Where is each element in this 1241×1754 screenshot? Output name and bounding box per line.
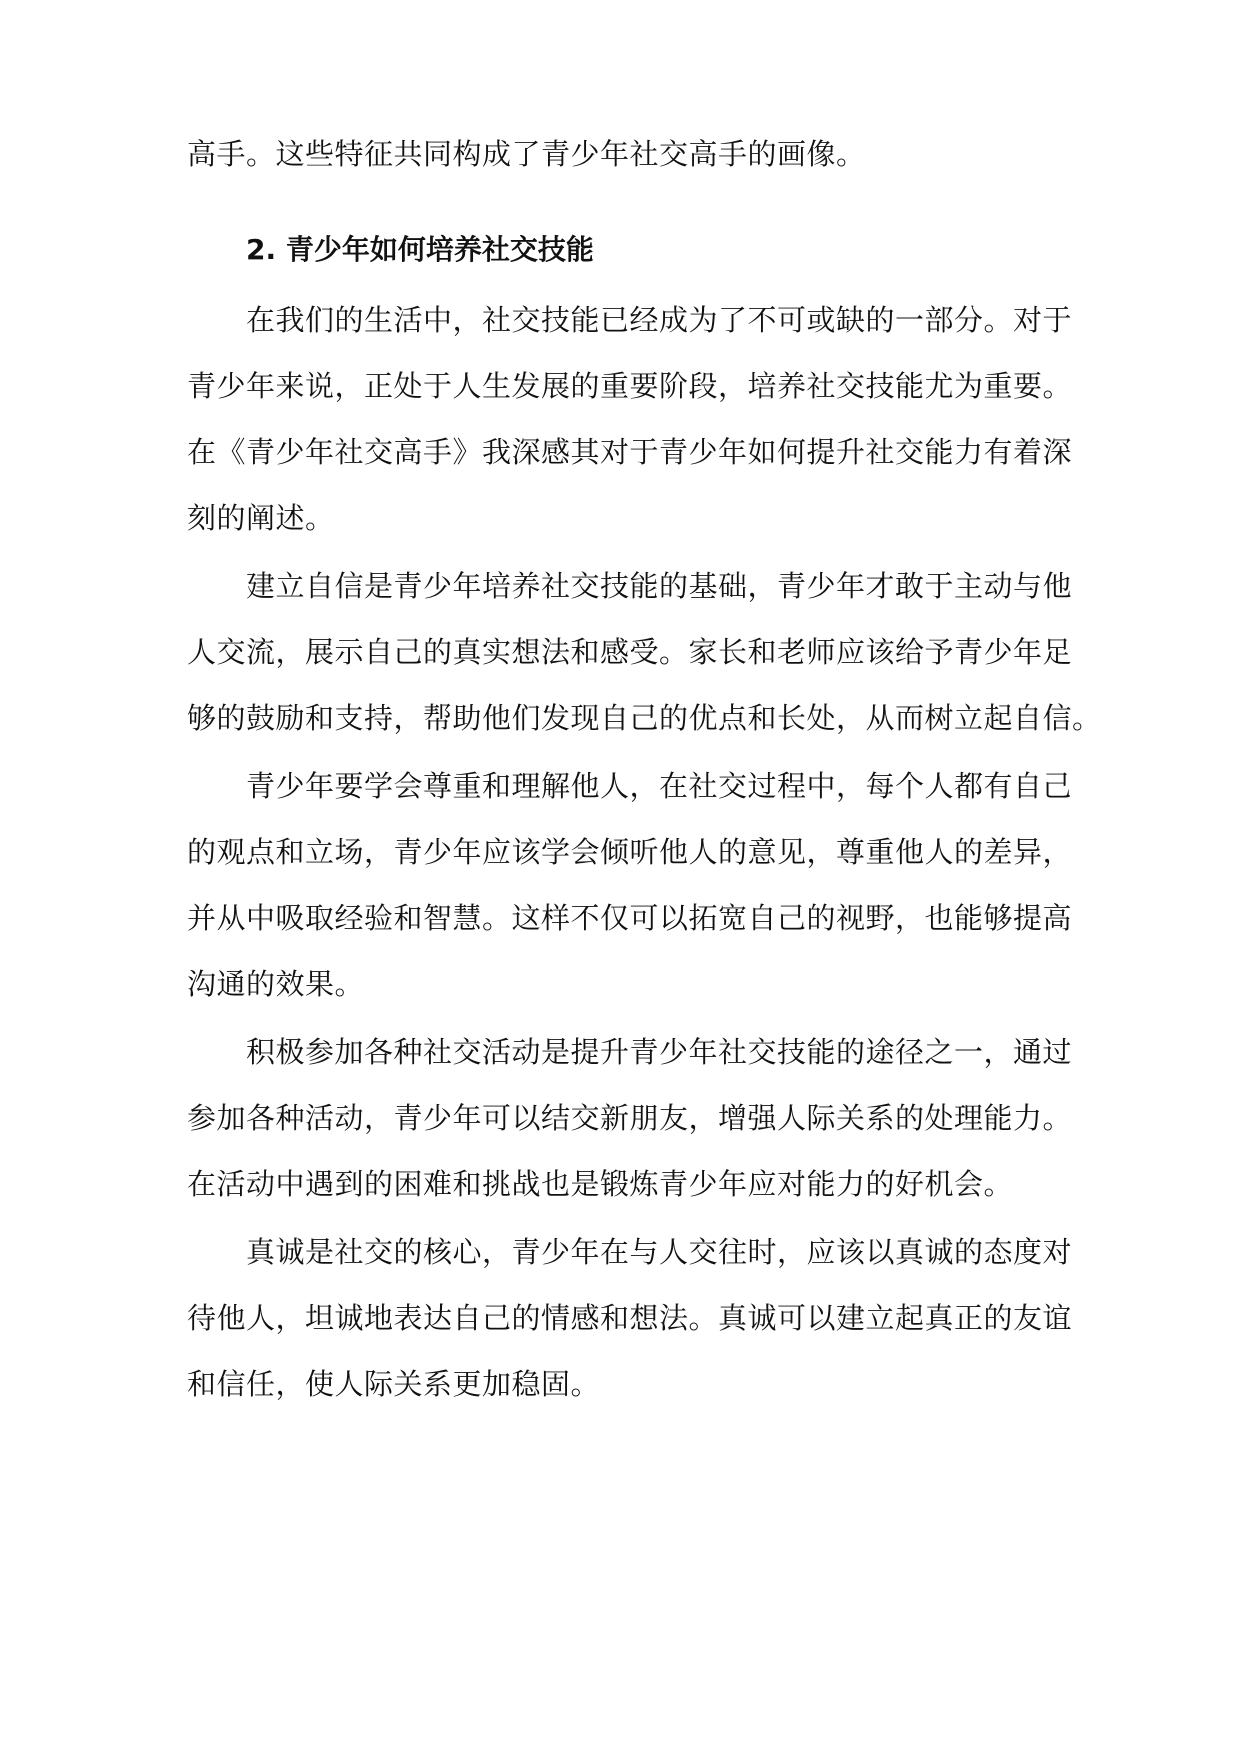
section-heading: 2. 青少年如何培养社交技能	[246, 233, 594, 266]
paragraph-3-line-4: 沟通的效果。	[187, 967, 365, 1001]
paragraph-4-line-3: 在活动中遇到的困难和挑战也是锻炼青少年应对能力的好机会。	[187, 1167, 1014, 1201]
paragraph-3-line-3: 并从中吸取经验和智慧。这样不仅可以拓宽自己的视野，也能够提高	[187, 901, 1073, 935]
continuation-line-1: 高手。这些特征共同构成了青少年社交高手的画像。	[187, 137, 866, 171]
paragraph-1-line-3: 在《青少年社交高手》我深感其对于青少年如何提升社交能力有着深	[187, 435, 1073, 469]
paragraph-1-line-2: 青少年来说，正处于人生发展的重要阶段，培养社交技能尤为重要。	[187, 369, 1073, 403]
paragraph-5-line-1: 真诚是社交的核心，青少年在与人交往时，应该以真诚的态度对	[246, 1235, 1073, 1269]
paragraph-2-line-3: 够的鼓励和支持，帮助他们发现自己的优点和长处，从而树立起自信。	[187, 701, 1102, 735]
paragraph-5-line-3: 和信任，使人际关系更加稳固。	[187, 1367, 601, 1401]
paragraph-2-line-2: 人交流，展示自己的真实想法和感受。家长和老师应该给予青少年足	[187, 635, 1073, 669]
paragraph-2-line-1: 建立自信是青少年培养社交技能的基础，青少年才敢于主动与他	[246, 569, 1073, 603]
paragraph-5-line-2: 待他人，坦诚地表达自己的情感和想法。真诚可以建立起真正的友谊	[187, 1301, 1073, 1335]
paragraph-1-line-1: 在我们的生活中，社交技能已经成为了不可或缺的一部分。对于	[246, 303, 1073, 337]
paragraph-3-line-1: 青少年要学会尊重和理解他人，在社交过程中，每个人都有自己	[246, 769, 1073, 803]
paragraph-1-line-4: 刻的阐述。	[187, 501, 335, 535]
paragraph-3-line-2: 的观点和立场，青少年应该学会倾听他人的意见，尊重他人的差异，	[187, 835, 1073, 869]
paragraph-4-line-1: 积极参加各种社交活动是提升青少年社交技能的途径之一，通过	[246, 1035, 1073, 1069]
paragraph-4-line-2: 参加各种活动，青少年可以结交新朋友，增强人际关系的处理能力。	[187, 1101, 1073, 1135]
